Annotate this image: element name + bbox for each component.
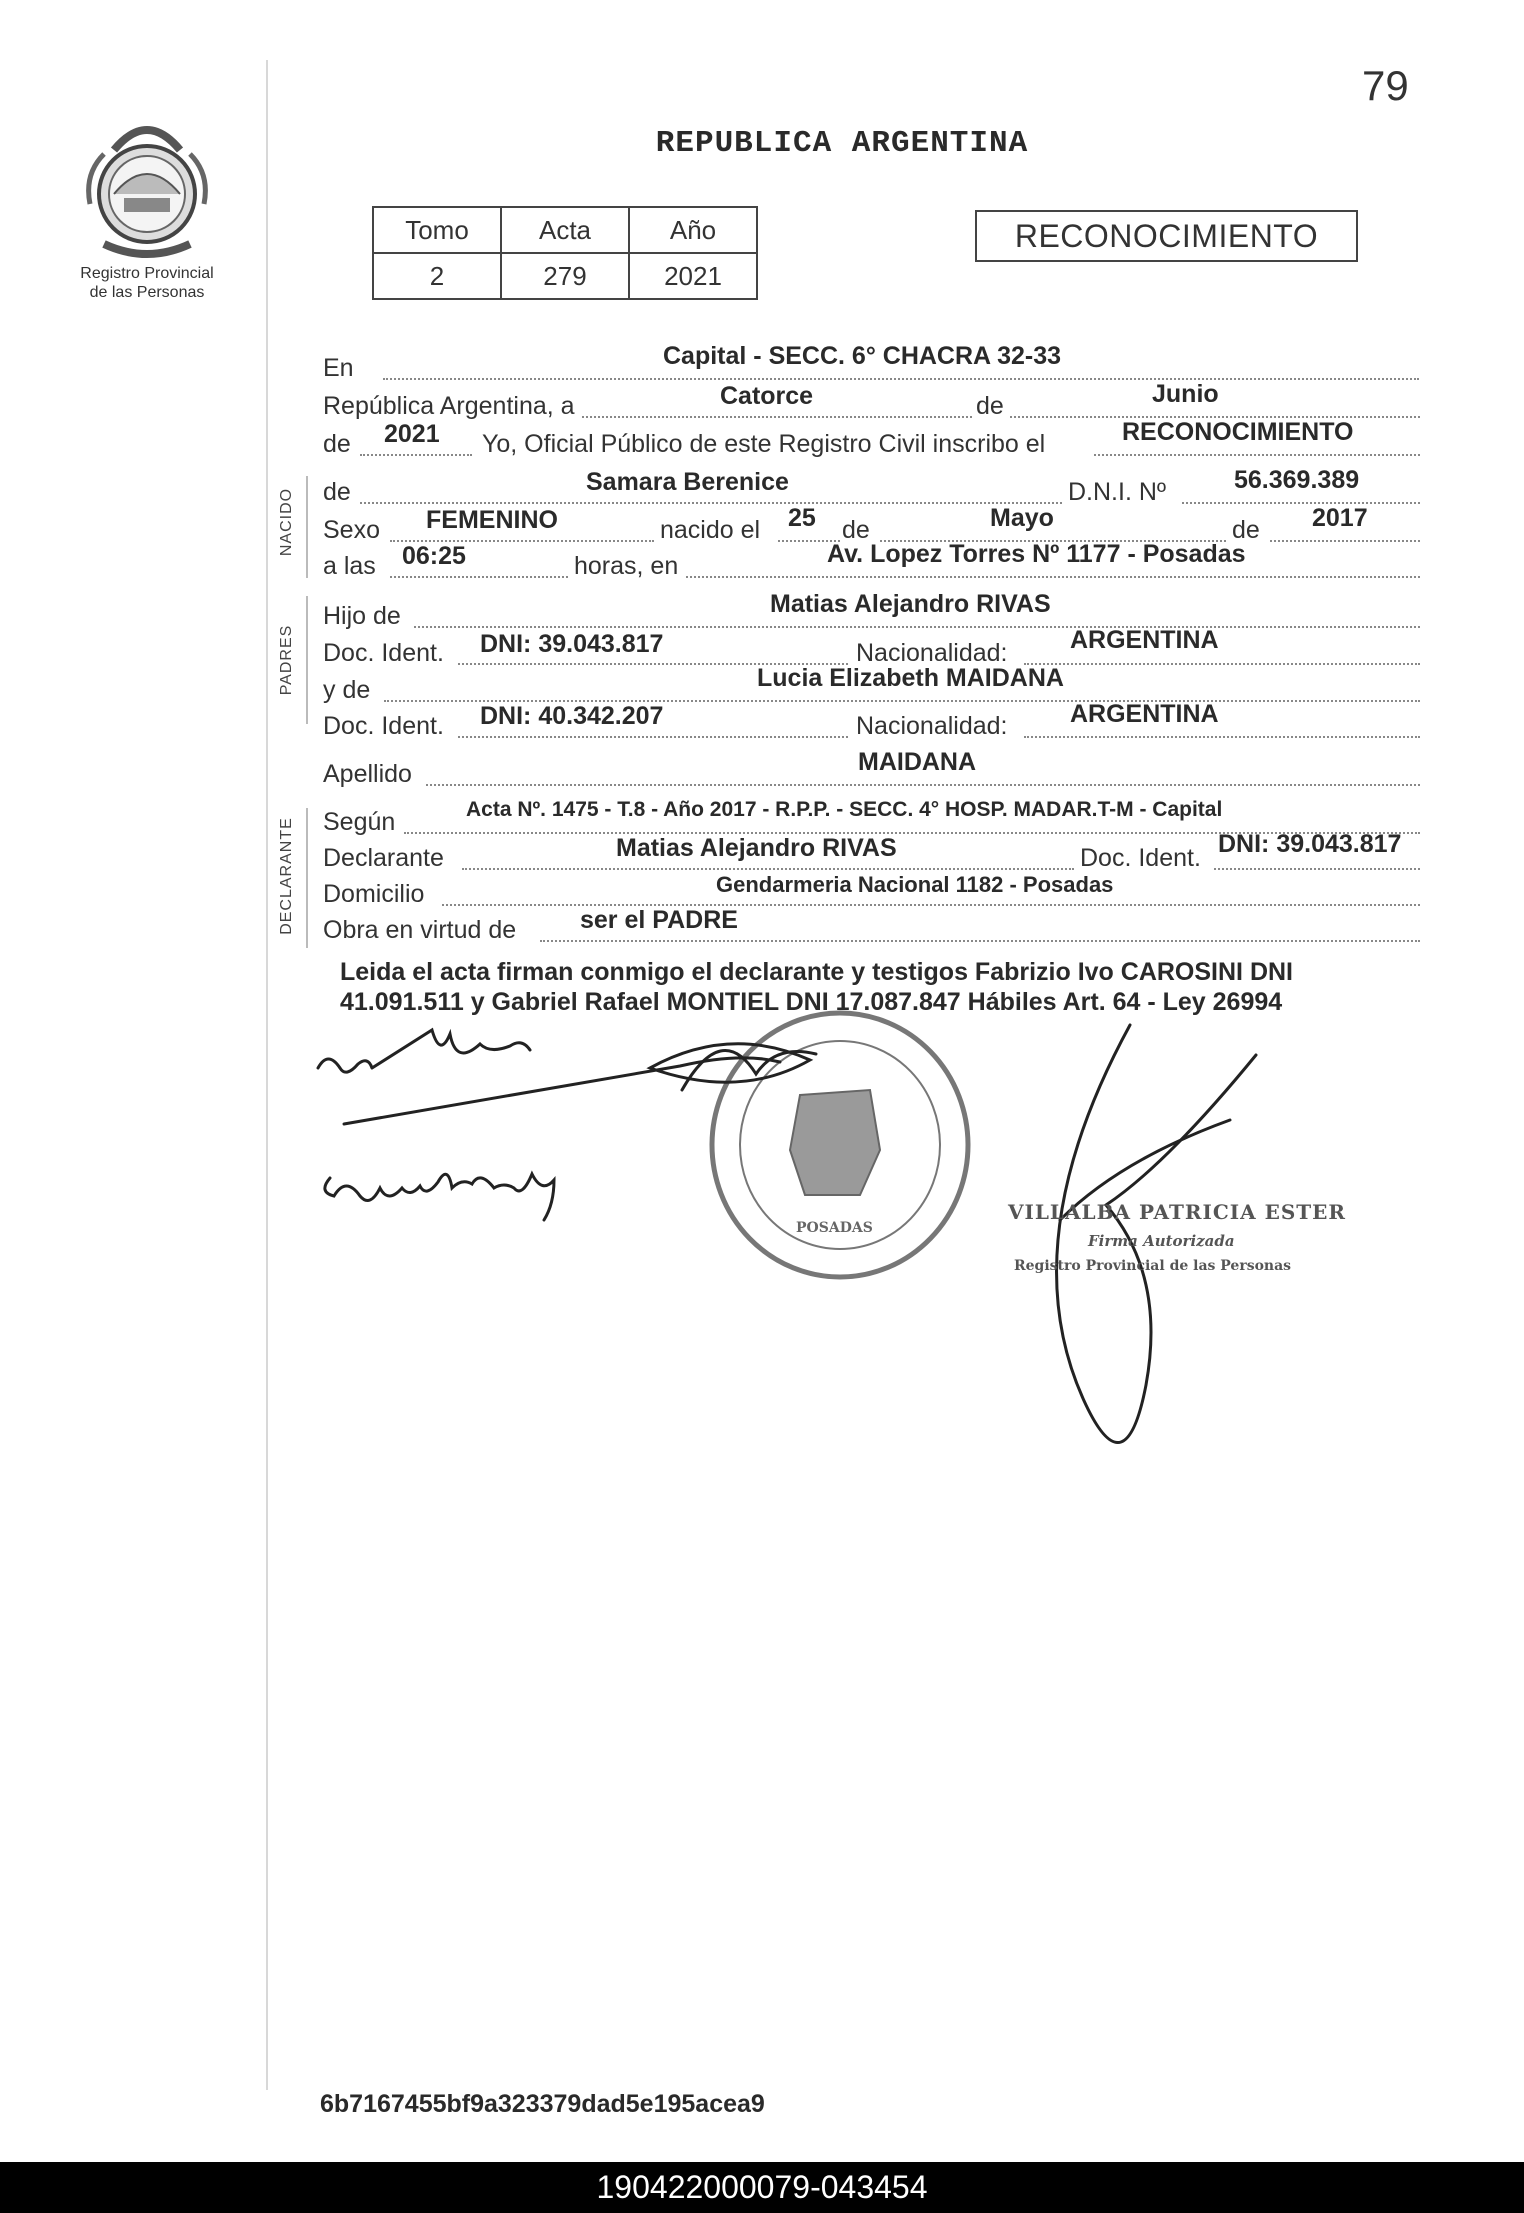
dotted-line <box>1024 663 1420 665</box>
label-nacionalidad: Nacionalidad: <box>856 712 1008 740</box>
registry-name-line1: Registro Provincial <box>80 265 214 282</box>
month-value: Junio <box>1152 380 1219 408</box>
tomo-value: 2 <box>373 253 501 299</box>
child-dni-value: 56.369.389 <box>1234 466 1360 494</box>
mother-doc-value: DNI: 40.342.207 <box>480 702 664 730</box>
day-value: Catorce <box>720 382 814 410</box>
label-y-de: y de <box>323 676 371 704</box>
country-title: REPUBLICA ARGENTINA <box>655 126 1029 161</box>
section-bracket <box>306 596 308 724</box>
address-value: Gendarmeria Nacional 1182 - Posadas <box>716 872 1114 897</box>
dotted-line <box>462 868 1074 870</box>
barcode-number-bar: 190422000079-043454 <box>0 2162 1524 2213</box>
father-name-value: Matias Alejandro RIVAS <box>770 590 1051 618</box>
dotted-line <box>1094 454 1420 456</box>
declarant-doc-value: DNI: 39.043.817 <box>1218 830 1402 858</box>
label-nacido-el: nacido el <box>660 516 761 544</box>
register-table <box>372 206 758 300</box>
registry-name-line2: de las Personas <box>89 284 205 301</box>
label-doc-ident: Doc. Ident. <box>323 712 444 740</box>
label-en: En <box>323 354 354 382</box>
birth-year-value: 2017 <box>1312 504 1368 532</box>
label-republica: República Argentina, a <box>323 392 575 420</box>
label-segun: Según <box>323 808 396 836</box>
label-a-las: a las <box>323 552 376 580</box>
acta-header: Acta <box>501 207 629 253</box>
dotted-line <box>360 454 472 456</box>
declarant-name-value: Matias Alejandro RIVAS <box>616 834 897 862</box>
section-bracket <box>306 808 308 948</box>
dotted-line <box>1270 540 1420 542</box>
dotted-line <box>1024 736 1420 738</box>
year-value: 2021 <box>384 420 440 448</box>
registry-name <box>54 264 240 302</box>
birth-month-value: Mayo <box>990 504 1054 532</box>
tomo-header: Tomo <box>373 207 501 253</box>
closing-line-1: Leida el acta firman conmigo el declarante y testigos Fabrizio Ivo CAROSINI DNI <box>340 958 1294 986</box>
label-doc-ident-declarante: Doc. Ident. <box>1080 844 1201 872</box>
stamp-office: Registro Provincial de las Personas <box>1014 1258 1292 1274</box>
dotted-line <box>686 576 1420 578</box>
label-hijo-de: Hijo de <box>323 602 401 630</box>
dotted-line <box>360 502 1062 504</box>
dotted-line <box>426 784 1420 786</box>
label-de: de <box>842 516 870 544</box>
section-bracket <box>306 476 308 578</box>
label-doc-ident: Doc. Ident. <box>323 639 444 667</box>
dotted-line <box>390 576 568 578</box>
anio-value: 2021 <box>629 253 757 299</box>
page-margin-line <box>266 60 268 2090</box>
reason-value: ser el PADRE <box>580 906 738 934</box>
label-sexo: Sexo <box>323 516 380 544</box>
birth-day-value: 25 <box>788 504 816 532</box>
anio-header: Año <box>629 207 757 253</box>
register-table-header-row <box>373 207 757 253</box>
according-to-value: Acta Nº. 1475 - T.8 - Año 2017 - R.P.P. - SECC. 4° HOSP. MADAR.T-M - Capital <box>466 798 1223 821</box>
stamp-name: VILLALBA PATRICIA ESTER <box>1008 1200 1347 1224</box>
register-table-value-row <box>373 253 757 299</box>
father-nationality-value: ARGENTINA <box>1070 626 1219 654</box>
label-de: de <box>323 478 351 506</box>
label-horas-en: horas, en <box>574 552 679 580</box>
father-doc-value: DNI: 39.043.817 <box>480 630 664 658</box>
mother-name-value: Lucia Elizabeth MAIDANA <box>757 664 1064 692</box>
act-kind-value: RECONOCIMIENTO <box>1122 418 1354 446</box>
official-seal <box>712 1013 968 1277</box>
label-de: de <box>323 430 351 458</box>
label-nacionalidad: Nacionalidad: <box>856 639 1008 667</box>
label-inscribo: Yo, Oficial Público de este Registro Civil inscribo el <box>482 430 1046 458</box>
label-domicilio: Domicilio <box>323 880 425 908</box>
surname-value: MAIDANA <box>858 748 977 776</box>
dotted-line <box>458 736 848 738</box>
document-hash: 6b7167455bf9a323379dad5e195acea9 <box>320 2090 765 2118</box>
act-type-box: RECONOCIMIENTO <box>975 210 1358 262</box>
label-dni: D.N.I. Nº <box>1068 478 1167 506</box>
page-number: 79 <box>1362 62 1409 109</box>
dotted-line <box>540 940 1420 942</box>
mother-nationality-value: ARGENTINA <box>1070 700 1219 728</box>
label-apellido: Apellido <box>323 760 412 788</box>
closing-line-2: 41.091.511 y Gabriel Rafael MONTIEL DNI 17.087.847 Hábiles Art. 64 - Ley 26994 <box>340 988 1283 1016</box>
dotted-line <box>1214 868 1420 870</box>
sex-value: FEMENINO <box>426 506 558 534</box>
place-value: Capital - SECC. 6° CHACRA 32-33 <box>663 342 1062 370</box>
label-de: de <box>1232 516 1260 544</box>
dotted-line <box>414 626 1420 628</box>
acta-value: 279 <box>501 253 629 299</box>
dotted-line <box>1182 502 1420 504</box>
birth-time-value: 06:25 <box>402 542 466 570</box>
label-de: de <box>976 392 1004 420</box>
label-obra: Obra en virtud de <box>323 916 517 944</box>
child-name-value: Samara Berenice <box>586 468 789 496</box>
birth-place-value: Av. Lopez Torres Nº 1177 - Posadas <box>827 540 1246 568</box>
label-declarante: Declarante <box>323 844 444 872</box>
seal-city: POSADAS <box>796 1220 873 1236</box>
stamp-role: Firma Autorizada <box>1088 1232 1235 1250</box>
dotted-line <box>383 378 1419 380</box>
dotted-line <box>582 416 972 418</box>
